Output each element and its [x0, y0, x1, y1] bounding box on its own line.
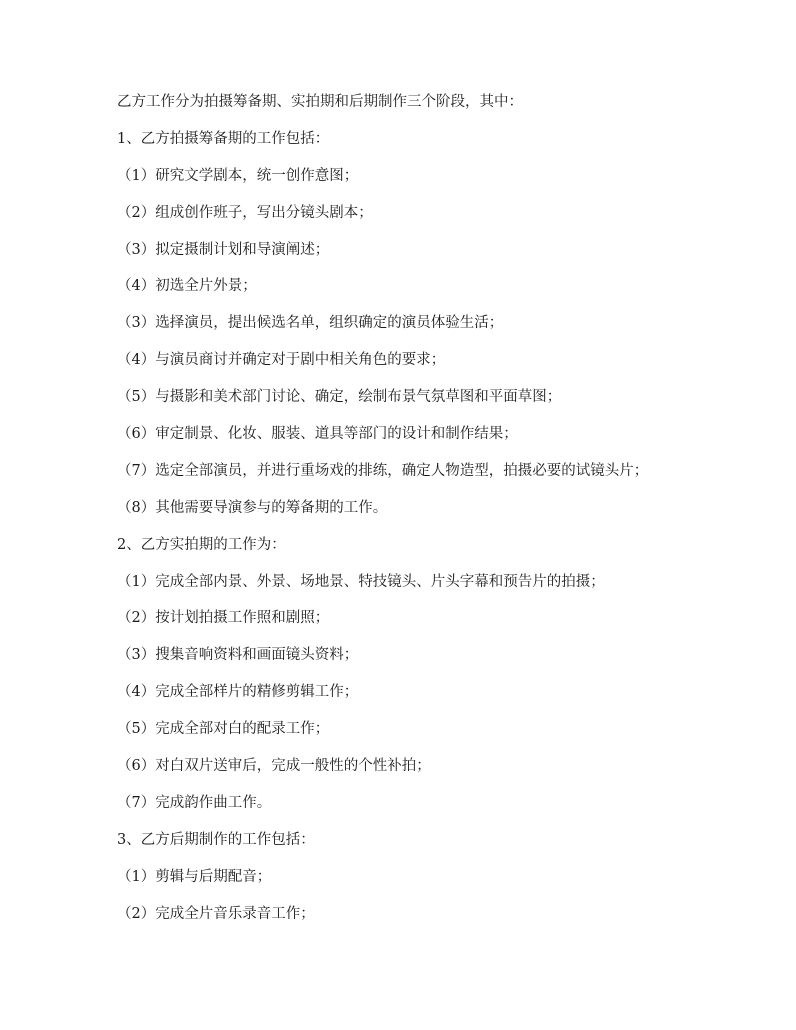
list-item: （8）其他需要导演参与的筹备期的工作。: [117, 499, 388, 516]
list-item: （2）按计划拍摄工作照和剧照；: [117, 610, 330, 627]
list-item: （5）完成全部对白的配录工作；: [117, 721, 330, 738]
section-heading-shooting: 2、乙方实拍期的工作为：: [117, 536, 286, 553]
section-heading-postproduction: 3、乙方后期制作的工作包括：: [117, 831, 315, 848]
list-item: （6）对白双片送审后，完成一般性的个性补拍；: [117, 758, 431, 775]
list-item: （4）完成全部样片的精修剪辑工作；: [117, 684, 359, 701]
list-item: （4）初选全片外景；: [117, 278, 257, 295]
list-item: （3）搜集音响资料和画面镜头资料；: [117, 647, 359, 664]
document-body: [117, 93, 677, 941]
list-item: （3）拟定摄制计划和导演阐述；: [117, 241, 330, 258]
intro-paragraph: 乙方工作分为拍摄筹备期、实拍期和后期制作三个阶段，其中：: [117, 94, 523, 110]
section-heading-preparation: 1、乙方拍摄筹备期的工作包括：: [117, 130, 330, 147]
list-item: （1）完成全部内景、外景、场地景、特技镜头、片头字幕和预告片的拍摄；: [117, 573, 605, 590]
list-item: （4）与演员商讨并确定对于剧中相关角色的要求；: [117, 352, 446, 369]
list-item: （3）选择演员，提出候选名单，组织确定的演员体验生活；: [117, 315, 504, 332]
list-item: （5）与摄影和美术部门讨论、确定，绘制布景气氛草图和平面草图；: [117, 389, 562, 406]
list-item: （2）组成创作班子，写出分镜头剧本；: [117, 204, 373, 221]
list-item: （2）完成全片音乐录音工作；: [117, 905, 315, 922]
list-item: （1）剪辑与后期配音；: [117, 868, 272, 885]
list-item: （6）审定制景、化妆、服装、道具等部门的设计和制作结果；: [117, 426, 518, 443]
list-item: （1）研究文学剧本，统一创作意图；: [117, 167, 359, 184]
list-item: （7）选定全部演员，并进行重场戏的排练，确定人物造型，拍摄必要的试镜头片；: [117, 462, 649, 479]
list-item: （7）完成韵作曲工作。: [117, 794, 272, 811]
